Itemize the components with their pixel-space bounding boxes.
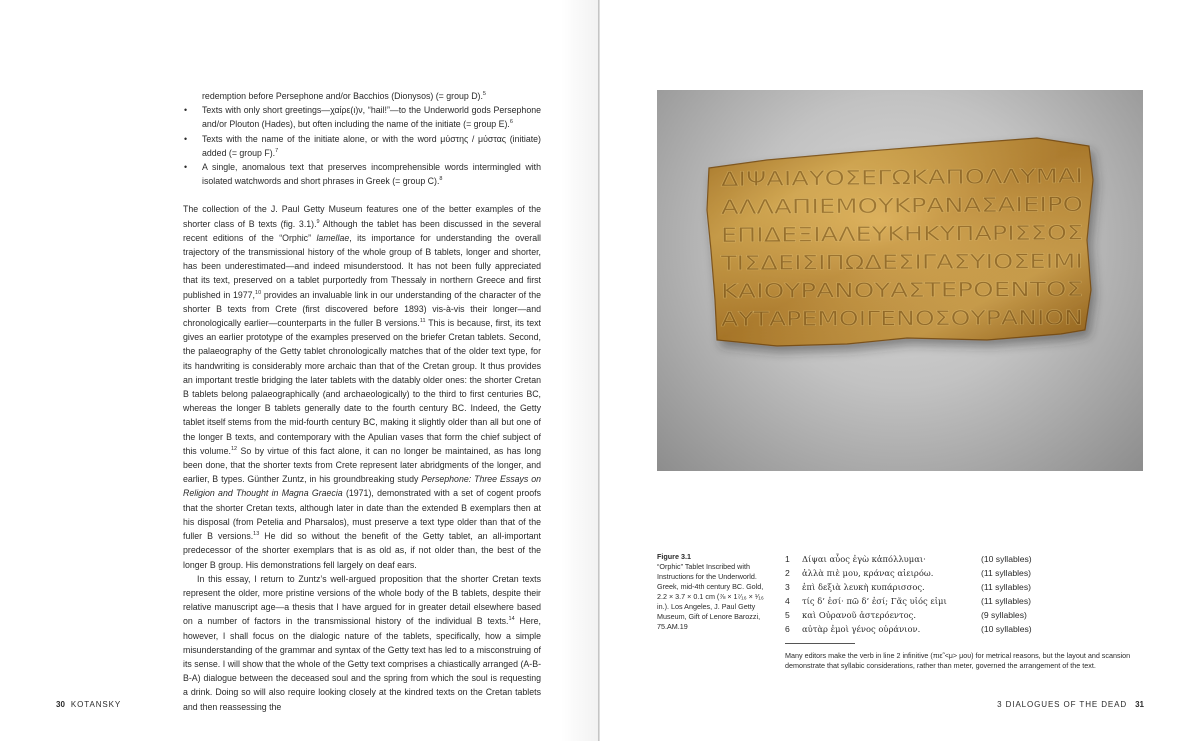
- greek-line-row: [785, 552, 1145, 566]
- tablet-inscription-line: ΕΠΙΔΕΞΙΑΛΕΥΚΗΚΥΠΑΡΙΣΣΟΣ: [720, 220, 1006, 247]
- italic-text: Persephone: Three Essays on Religion and Thought in Magna Graecia: [183, 474, 541, 499]
- list-item-text: Texts with the name of the initiate alone, or with the word μύστης / μύστας (initiate) added (= group F).: [202, 133, 541, 158]
- book-gutter: [598, 0, 600, 741]
- page-number-left: 30: [56, 700, 65, 709]
- group-list-item: [183, 132, 541, 160]
- caption-text: “Orphic” Tablet Inscribed with Instructions for the Underworld. Greek, mid-4th century BC. Gold, 2.2 × 3.7 × 0.1 cm (⅞ × 1⁷⁄₁₆ × ¹⁄₁₆ in.). Los Angeles, J. Paul Getty Museum, Gift of Lenore Barozzi, 75.AM.19: [657, 562, 764, 631]
- footnote-ref: 12: [230, 445, 238, 452]
- footnote-ref: 8: [439, 176, 443, 183]
- list-item-text: Texts with only short greetings—χαίρε(ι)ν, “hail!”—to the Underworld gods Persephone and/or Plouton (Hades), but often including the name of the initiate (= group E).: [202, 105, 541, 130]
- footnote-ref: 11: [419, 318, 426, 325]
- text-run: Here, however, I shall focus on the dialogic nature of the tablets, specifically, how a simple misunderstanding of the grammar and syntax of the Getty text has led to a misconstruing of its sense. I will show that the whole of the Getty text comprises a chiastically arranged (A-B-B-A) dialogue between the deceased soul and the spring from which the soul is requesting a drink. Doing so will also require looking closely at the kindred texts on the Cretan tablets and then reassessing the: [183, 616, 541, 712]
- bullet-dot: •: [184, 133, 188, 144]
- footnote-ref: 10: [255, 289, 262, 296]
- running-head-right: 3 DIALOGUES OF THE DEAD: [997, 700, 1128, 709]
- line-number: 2: [785, 568, 790, 579]
- bullet-dot: •: [184, 162, 188, 173]
- syllable-count: (11 syllables): [981, 582, 1031, 593]
- tablet-inscription-line: ΑΛΛΑΠΙΕΜΟΥΚΡΑΝΑΣΑΙΕΙΡΟ: [720, 192, 1001, 219]
- syllable-count: (10 syllables): [981, 624, 1032, 635]
- paragraph-1: [183, 202, 541, 571]
- bullet-dot: •: [184, 105, 188, 116]
- footnote-ref: 6: [509, 119, 513, 126]
- figure-3-1-photo: [657, 90, 1143, 471]
- note-rule: [785, 643, 855, 644]
- text-run: The collection of the J. Paul Getty Museum features one of the better examples of the shorter class of B texts (fig. 3.1).: [183, 204, 541, 229]
- tablet-inscription-line: ΔΙΨΑΙΑΥΟΣΕΓΩΚΑΠΟΛΛΥΜΑΙ: [720, 164, 1004, 191]
- text-run: (1971), demonstrated with a set of cogent proofs that the shorter Cretan texts, although later in date than the extended B exemplars then at his disposal (from Petelia and Pharsalos), must preserve a text type older than that of the fuller B versions.: [183, 488, 542, 542]
- list-item-text: A single, anomalous text that preserves incomprehensible words intermingled with isolated watchwords and short phrases in Greek (= group C).: [202, 162, 541, 187]
- group-list-item: [183, 89, 541, 103]
- gutter-shadow: [560, 0, 598, 741]
- line-number: 5: [785, 610, 790, 621]
- footnote-ref: 13: [253, 531, 260, 538]
- paragraph-2: [183, 572, 541, 714]
- text-run: In this essay, I return to Zuntz’s well-argued proposition that the shorter Cretan texts represent the older, more pristine versions of the whole body of the B tablets, despite their relative manuscript age—a thesis that I have argued for in greater detail elsewhere based on a number of factors in the transmissional history of the individual B texts.: [183, 573, 541, 627]
- group-list: [183, 89, 541, 188]
- footnote-ref: 14: [508, 616, 515, 623]
- syllable-count: (11 syllables): [981, 596, 1031, 607]
- line-number: 4: [785, 596, 790, 607]
- left-footer: [56, 700, 121, 709]
- greek-line: ἀλλὰ πιὲ μου, κράνας αἰειρόω.: [802, 568, 934, 579]
- syllable-count: (10 syllables): [981, 554, 1032, 564]
- text-run: He did so without the benefit of the Getty tablet, an all-important predecessor of the shorter exemplars that is as old as, if not older than, the best of the longer B group. His demonstrations fell largely on deaf ears.: [183, 531, 541, 570]
- text-run: , its importance for understanding the overall trajectory of the transmissional history of the whole group of B tablets, longer and shorter, has been underestimated—and indeed misunderstood. It has not been fully appreciated that its text, preserved on a tablet purportedly from Thessaly in northern Greece and first published in 1977,: [183, 232, 541, 300]
- line-number: 3: [785, 582, 790, 593]
- syllable-count: (9 syllables): [981, 610, 1027, 621]
- greek-line: ἐπὶ δεξιὰ λευκὴ κυπάρισσος.: [802, 582, 925, 593]
- greek-line-row: [785, 594, 1145, 608]
- syllable-count: (11 syllables): [981, 568, 1031, 579]
- greek-line-row: [785, 566, 1145, 580]
- text-run: provides an invaluable link in our understanding of the character of the shorter B texts from Crete (first discovered before 1893) vis-à-vis their longer—and chronologically earlier—counterparts in the fuller B versions.: [183, 289, 541, 329]
- text-run: So by virtue of this fact alone, it can no longer be maintained, as has long been done, that the shorter texts from Crete represent later abridgments of the longer, and earlier, B types. Günther Zuntz, in his groundbreaking study: [183, 445, 542, 485]
- page-number-right: 31: [1135, 700, 1144, 709]
- line-number: 1: [785, 554, 790, 564]
- text-run: Although the tablet has been discussed in the several recent editions of the “Orphic”: [183, 218, 542, 243]
- gold-tablet-image: [657, 90, 1143, 471]
- text-run: This is because, first, its text gives an earlier prototype of the examples preserved on the briefer Cretan tablets. Second, the palaeography of the Getty tablet chronologically matches that of the older text type, for its handwriting is considerably more archaic than that of the Cretan group. It thus provides an important trestle bridging the later tablets with the datably older ones: the shorter Cretan B tablets belong palaeographically (and archaeologically) to the third to first centuries BC, whereas the longer B tablets generally date to the fourth century BC. Indeed, the Getty tablet itself stems from the mid-fourth century BC, making it slightly older than all but one of the longer B texts, and contemporary with the Apulian vases that form the chief subject of this volume.: [183, 318, 541, 456]
- group-list-item: [183, 160, 541, 188]
- group-list-item: [183, 103, 541, 131]
- tablet-inscription-line: ΑΥΤΑΡΕΜΟΙΓΕΝΟΣΟΥΡΑΝΙΟΝ: [720, 305, 1009, 331]
- figure-caption: [657, 552, 769, 632]
- italic-text: lamellae: [316, 232, 350, 243]
- greek-line-row: [785, 622, 1145, 636]
- tablet-inscription-line: ΚΑΙΟΥΡΑΝΟΥΑΣΤΕΡΟΕΝΤΟΣ: [720, 277, 998, 303]
- greek-line: Δίψαι αὖος ἐγὼ κἀπόλλυμαι·: [802, 554, 926, 564]
- running-head-left: KOTANSKY: [70, 700, 122, 709]
- footnote: Many editors make the verb in line 2 infinitive (πιε̃ <μ> μου) for metrical reasons, but the layout and scansion demonstrate that syllabic considerations, rather than meter, governed the arrangement of the text.: [785, 651, 1131, 671]
- right-footer: [997, 700, 1144, 709]
- greek-line-row: [785, 608, 1145, 622]
- greek-transcription: [785, 552, 1145, 637]
- list-item-text: redemption before Persephone and/or Bacchios (Dionysos) (= group D).: [202, 91, 483, 101]
- caption-label: Figure 3.1: [657, 552, 691, 561]
- tablet-inscription-line: ΤΙΣΔΕΙΣΙΠΩΔΕΣΙΓΑΣΥΙΟΣΕΙΜΙ: [720, 249, 1004, 275]
- left-page-body: [183, 89, 541, 714]
- footnote-ref: 9: [316, 218, 320, 225]
- greek-line-row: [785, 580, 1145, 594]
- footnote-ref: 7: [275, 147, 279, 154]
- line-number: 6: [785, 624, 790, 635]
- greek-line: αὐτὰρ ἐμοὶ γένος οὐράνιον.: [802, 624, 921, 635]
- greek-line: καὶ Οὐρανοῦ ἀστερόεντος.: [802, 610, 917, 621]
- greek-line: τίς δ’ ἐσί· πῶ δ’ ἐσί; Γᾶς υἱός εἰμι: [802, 596, 947, 607]
- footnote-ref: 5: [482, 91, 486, 97]
